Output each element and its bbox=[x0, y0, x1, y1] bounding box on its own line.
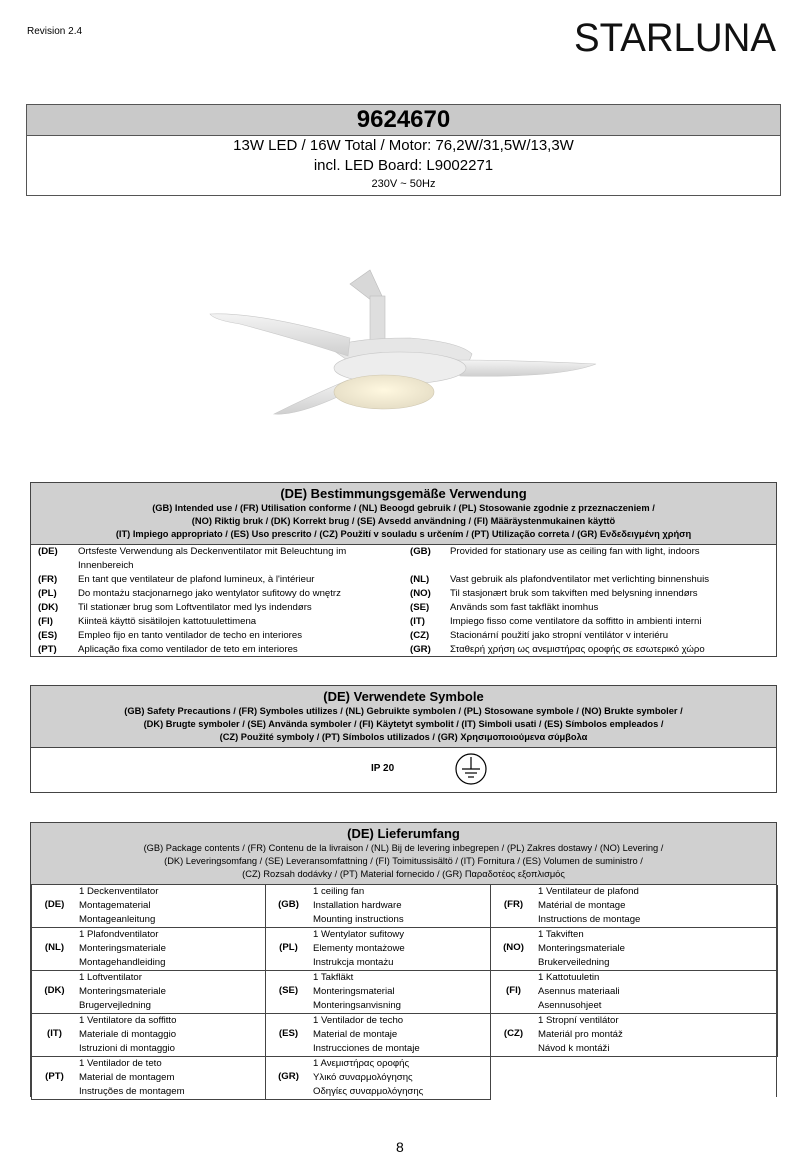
intended-use-subtitle: (IT) Impiego appropriato / (ES) Uso prescrito / (CZ) Použití v souladu s určením / (PT) Utilização correta / (GR) Ενδεδειγμένη χρήση bbox=[115, 529, 692, 539]
package-cell bbox=[266, 971, 491, 1014]
symbols-row bbox=[31, 748, 776, 792]
symbols-subtitle: (DK) Brugte symboler / (SE) Använda symboler / (FI) Käytetyt symbolit / (IT) Simboli usati / (ES) Símbolos empleados / bbox=[143, 719, 664, 729]
package-items bbox=[79, 885, 158, 927]
package-item: 1 Ventilateur de plafond bbox=[538, 886, 639, 897]
usage-text: Provided for stationary use as ceiling fan with light, indoors bbox=[450, 546, 700, 557]
symbols-subtitle: (GB) Safety Precautions / (FR) Symboles utilizes / (NL) Gebruikte symbolen / (PL) Stosowane symbole / (NO) Brukte symboler / bbox=[124, 706, 683, 716]
package-cell bbox=[266, 885, 491, 928]
intended-use-subtitle: (NO) Riktig bruk / (DK) Korrekt brug / (SE) Avsedd användning / (FI) Määräystenmukainen käyttö bbox=[191, 516, 616, 526]
package-items bbox=[313, 971, 401, 1013]
intended-use-section bbox=[30, 482, 777, 657]
usage-text: Vast gebruik als plafondventilator met verlichting binnenshuis bbox=[450, 574, 709, 585]
package-item: 1 Ventilador de teto bbox=[79, 1058, 162, 1069]
usage-text: Til stationær brug som Loftventilator med lys indendørs bbox=[78, 602, 312, 613]
package-item: Istruzioni di montaggio bbox=[79, 1043, 175, 1054]
package-items bbox=[313, 1014, 420, 1056]
package-subtitle: (CZ) Rozsah dodávky / (PT) Material fornecido / (GR) Παραδοτέος εξοπλισμός bbox=[242, 869, 565, 879]
model-number: 9624670 bbox=[27, 105, 780, 136]
language-code: (ES) bbox=[278, 1028, 299, 1039]
package-cell bbox=[266, 1057, 491, 1100]
language-code: (GR) bbox=[278, 1071, 299, 1082]
language-code: (DK) bbox=[44, 985, 65, 996]
table-row bbox=[31, 643, 776, 657]
package-items bbox=[79, 1014, 176, 1056]
product-header bbox=[26, 104, 781, 196]
usage-text: Används som fast takfläkt inomhus bbox=[450, 602, 599, 613]
package-item: Brukerveiledning bbox=[538, 957, 610, 968]
package-section bbox=[30, 822, 777, 1097]
usage-text: Stacionární použití jako stropní ventilátor v interiéru bbox=[450, 630, 669, 641]
package-item: Monteringsmateriale bbox=[538, 943, 625, 954]
package-subtitle: (GB) Package contents / (FR) Contenu de la livraison / (NL) Bij de levering inbegrepen / (PL) Zakres dostawy / (NO) Levering / bbox=[143, 843, 664, 853]
package-item: Monteringsmaterial bbox=[313, 986, 395, 997]
package-item: 1 Takfläkt bbox=[313, 972, 354, 983]
package-item: Material de montagem bbox=[79, 1072, 175, 1083]
package-item: Instrukcja montażu bbox=[313, 957, 394, 968]
language-code: (FI) bbox=[38, 616, 53, 627]
package-cell bbox=[491, 1014, 778, 1057]
language-code: (PL) bbox=[279, 942, 298, 953]
package-item: 1 Plafondventilator bbox=[79, 929, 159, 940]
package-item: Asennus materiaali bbox=[538, 986, 620, 997]
table-row bbox=[31, 545, 776, 573]
language-code: (FR) bbox=[503, 899, 524, 910]
usage-text: Do montażu stacjonarnego jako wentylator sufitowy do wnętrz bbox=[78, 588, 341, 599]
ip-rating: IP 20 bbox=[371, 763, 395, 774]
usage-text: Impiego fisso come ventilatore da soffitto in ambienti interni bbox=[450, 616, 702, 627]
package-items bbox=[538, 928, 625, 970]
language-code: (PL) bbox=[38, 588, 57, 599]
intended-use-subtitle: (GB) Intended use / (FR) Utilisation conforme / (NL) Beoogd gebruik / (PL) Stosowanie zgodnie z przeznaczeniem / bbox=[152, 503, 655, 513]
package-item: 1 Takviften bbox=[538, 929, 584, 940]
package-item: Návod k montáži bbox=[538, 1043, 610, 1054]
language-code: (GR) bbox=[410, 644, 431, 655]
protective-earth-icon bbox=[454, 752, 488, 786]
package-item: 1 Kattotuuletin bbox=[538, 972, 600, 983]
package-item: Υλικό συναρμολόγησης bbox=[313, 1072, 413, 1083]
package-items bbox=[313, 1057, 423, 1099]
package-item: Instruções de montagem bbox=[79, 1086, 185, 1097]
package-items bbox=[538, 885, 640, 927]
usage-text: Aplicação fixa como ventilador de teto em interiores bbox=[78, 644, 298, 655]
voltage-line: 230V ~ 50Hz bbox=[371, 178, 436, 190]
language-code: (NO) bbox=[503, 942, 524, 953]
package-item: 1 Stropní ventilátor bbox=[538, 1015, 619, 1026]
usage-text: Til stasjonært bruk som takviften med belysning innendørs bbox=[450, 588, 698, 599]
package-items bbox=[538, 971, 620, 1013]
package-item: Monteringsanvisning bbox=[313, 1000, 401, 1011]
language-code: (NL) bbox=[410, 574, 430, 585]
package-item: Materiál pro montáž bbox=[538, 1029, 623, 1040]
language-code: (PT) bbox=[45, 1071, 64, 1082]
symbols-header bbox=[31, 686, 776, 748]
package-item: Montagematerial bbox=[79, 900, 151, 911]
table-row bbox=[31, 601, 776, 615]
package-items bbox=[79, 1057, 185, 1099]
language-code: (ES) bbox=[38, 630, 58, 641]
package-cell bbox=[491, 971, 778, 1014]
package-item: 1 Ventilador de techo bbox=[313, 1015, 404, 1026]
table-row bbox=[31, 615, 776, 629]
language-code: (IT) bbox=[47, 1028, 62, 1039]
package-item: 1 Ventilatore da soffitto bbox=[79, 1015, 177, 1026]
package-item: Brugervejledning bbox=[79, 1000, 151, 1011]
led-board-line: incl. LED Board: L9002271 bbox=[313, 157, 494, 174]
intended-use-table bbox=[31, 545, 776, 657]
package-cell bbox=[31, 971, 266, 1014]
usage-text: Empleo fijo en tanto ventilador de techo en interiores bbox=[78, 630, 302, 641]
package-item: 1 Loftventilator bbox=[79, 972, 142, 983]
package-title: (DE) Lieferumfang bbox=[347, 826, 460, 841]
language-code: (IT) bbox=[410, 616, 425, 627]
language-code: (NO) bbox=[410, 588, 431, 599]
table-row bbox=[31, 587, 776, 601]
language-code: (CZ) bbox=[410, 630, 430, 641]
package-item: Instrucciones de montaje bbox=[313, 1043, 420, 1054]
package-item: Mounting instructions bbox=[313, 914, 404, 925]
package-item: 1 Deckenventilator bbox=[79, 886, 159, 897]
package-subtitle: (DK) Leveringsomfang / (SE) Leveransomfattning / (FI) Toimitussisältö / (IT) Fornitura / (ES) Volumen de suministro / bbox=[164, 856, 643, 866]
package-cell bbox=[266, 928, 491, 971]
symbols-title: (DE) Verwendete Symbole bbox=[323, 689, 484, 704]
package-items bbox=[79, 928, 166, 970]
ceiling-fan-image bbox=[200, 256, 600, 426]
usage-text: Ortsfeste Verwendung als Deckenventilator mit Beleuchtung im Innenbereich bbox=[78, 546, 347, 571]
package-item: Asennusohjeet bbox=[538, 1000, 602, 1011]
package-item: 1 Wentylator sufitowy bbox=[313, 929, 404, 940]
package-item: Monteringsmateriale bbox=[79, 943, 166, 954]
language-code: (FR) bbox=[38, 574, 58, 585]
package-items bbox=[313, 928, 405, 970]
package-item: 1 Ανεμιστήρας οροφής bbox=[313, 1058, 410, 1069]
language-code: (PT) bbox=[38, 644, 57, 655]
power-line: 13W LED / 16W Total / Motor: 76,2W/31,5W/13,3W bbox=[233, 137, 574, 154]
package-item: Matérial de montage bbox=[538, 900, 626, 911]
package-item: Montagehandleiding bbox=[79, 957, 166, 968]
language-code: (DK) bbox=[38, 602, 59, 613]
package-item: Instructions de montage bbox=[538, 914, 641, 925]
package-item: 1 ceiling fan bbox=[313, 886, 365, 897]
symbols-section bbox=[30, 685, 777, 793]
usage-text: Kiinteä käyttö sisätilojen kattotuulettimena bbox=[78, 616, 257, 627]
language-code: (GB) bbox=[278, 899, 299, 910]
package-item: Monteringsmateriale bbox=[79, 986, 166, 997]
package-items bbox=[538, 1014, 623, 1056]
language-code: (CZ) bbox=[503, 1028, 524, 1039]
usage-text: Σταθερή χρήση ως ανεμιστήρας οροφής σε εσωτερικό χώρο bbox=[450, 644, 705, 655]
intended-use-title: (DE) Bestimmungsgemäße Verwendung bbox=[280, 486, 527, 501]
package-cell bbox=[31, 885, 266, 928]
package-cell bbox=[31, 928, 266, 971]
symbols-subtitle: (CZ) Použité symboly / (PT) Símbolos utilizados / (GR) Χρησιμοποιούμενα σύμβολα bbox=[219, 732, 588, 742]
table-row bbox=[31, 573, 776, 587]
package-item: Material de montaje bbox=[313, 1029, 398, 1040]
package-item: Elementy montażowe bbox=[313, 943, 405, 954]
package-item: Materiale di montaggio bbox=[79, 1029, 177, 1040]
package-cell bbox=[491, 885, 778, 928]
revision-label: Revision 2.4 bbox=[27, 26, 83, 37]
package-item: Montageanleitung bbox=[79, 914, 156, 925]
package-items bbox=[313, 885, 404, 927]
package-item: Οδηγίες συναρμολόγησης bbox=[313, 1086, 424, 1097]
language-code: (NL) bbox=[44, 942, 65, 953]
brand-name: STARLUNA bbox=[574, 16, 777, 58]
package-header bbox=[31, 823, 776, 885]
package-cell bbox=[31, 1057, 266, 1100]
package-cell bbox=[31, 1014, 266, 1057]
language-code: (FI) bbox=[506, 985, 521, 996]
language-code: (DE) bbox=[44, 899, 65, 910]
language-code: (GB) bbox=[410, 546, 431, 557]
language-code: (DE) bbox=[38, 546, 58, 557]
table-row bbox=[31, 629, 776, 643]
usage-text: En tant que ventilateur de plafond lumineux, à l'intérieur bbox=[78, 574, 315, 585]
package-items bbox=[79, 971, 166, 1013]
brand-logo bbox=[573, 14, 777, 58]
package-cell bbox=[266, 1014, 491, 1057]
package-cell bbox=[491, 928, 778, 971]
intended-use-header bbox=[31, 483, 776, 545]
package-item: Installation hardware bbox=[313, 900, 402, 911]
page-number: 8 bbox=[396, 1139, 404, 1155]
language-code: (SE) bbox=[410, 602, 430, 613]
language-code: (SE) bbox=[278, 985, 299, 996]
